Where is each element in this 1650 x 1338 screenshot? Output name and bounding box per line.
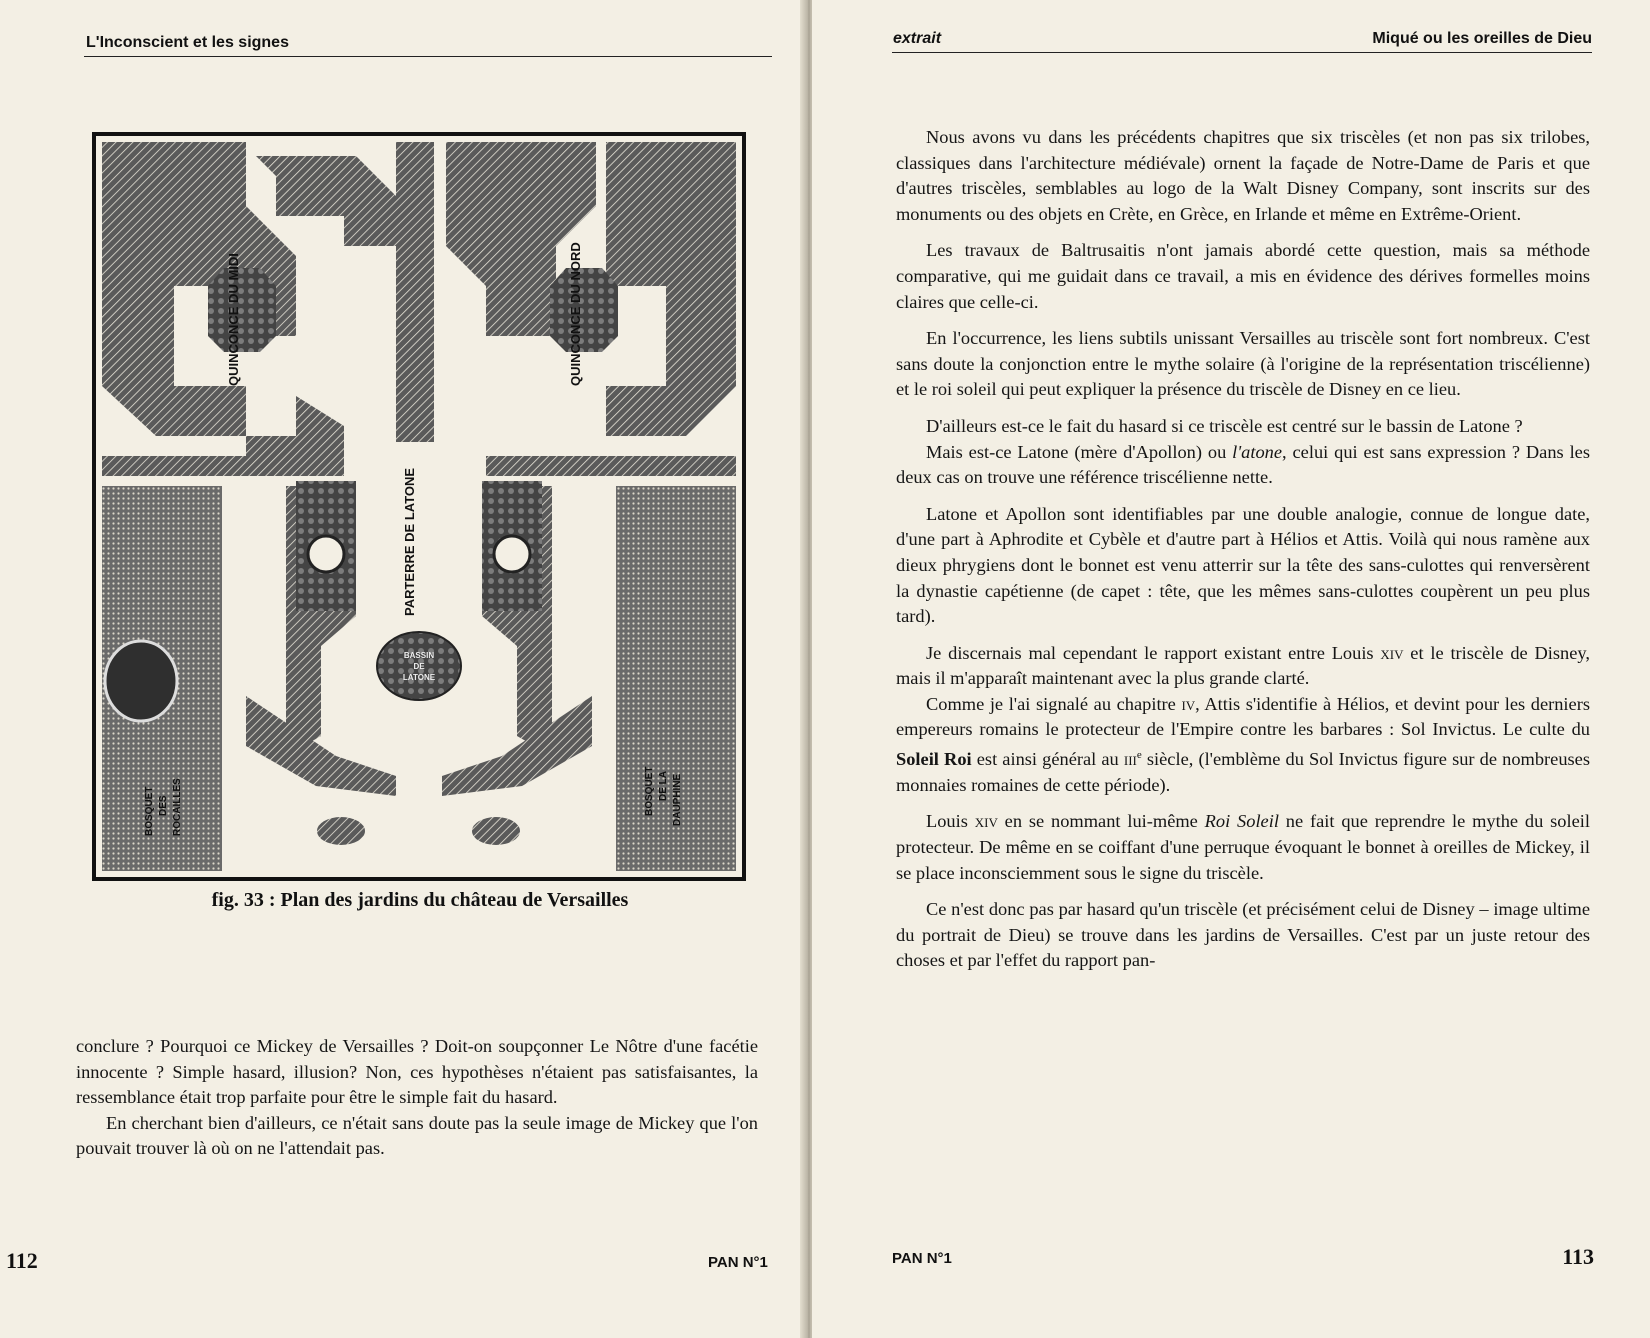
p8-text-a: Comme je l'ai signalé au chapitre [926, 693, 1182, 714]
left-paragraph-1: conclure ? Pourquoi ce Mickey de Versailles ? Doit-on soupçonner Le Nôtre d'une facétie innocente ? Simple hasard, illusion? Non, ces hypothèses n'étaient pas satisfaisantes, la ressemblance était trop parfaite pour être le simple fait du hasard. [76, 1036, 758, 1108]
quinconce-nord-octagon [550, 268, 618, 352]
p8-bold: Soleil Roi [896, 749, 972, 770]
garden-plan-drawing [96, 136, 742, 877]
p8-superscript: e [1136, 749, 1142, 762]
p9-italic: Roi Soleil [1204, 811, 1279, 832]
right-paragraph-8 [896, 692, 1590, 799]
p8-century-numeral: iii [1123, 749, 1137, 770]
right-header-rule [892, 52, 1592, 53]
right-paragraph-4: D'ailleurs est-ce le fait du hasard si ce triscèle est centré sur le bassin de Latone ? [926, 415, 1523, 436]
right-body-text [896, 125, 1590, 974]
p7-text-b: et le triscèle de Disney, mais il m'apparaît maintenant avec la plus grande clarté. [896, 642, 1590, 689]
right-paragraph-10: Ce n'est donc pas par hasard qu'un triscèle (et précisément celui de Disney – image ultime du portrait de Dieu) se trouve dans les jardins de Versailles. C'est par un juste retour des choses et par l'effet du rapport pan- [896, 899, 1590, 971]
left-page [0, 0, 806, 1338]
right-running-head: Miqué ou les oreilles de Dieu [1372, 30, 1592, 47]
p5-text-a: Mais est-ce Latone (mère d'Apollon) ou [926, 441, 1233, 462]
label-bosquet-dauphine-1: BOSQUET [644, 766, 655, 816]
central-allee [396, 142, 434, 442]
label-bosquet-rocailles-1: BOSQUET [144, 786, 155, 836]
left-running-head: L'Inconscient et les signes [86, 34, 289, 51]
p7-text-a: Je discernais mal cependant le rapport existant entre Louis [926, 642, 1381, 663]
right-paragraph-6: Latone et Apollon sont identifiables par une double analogie, connue de longue date, d'une part à Aphrodite et Cybèle et d'autre part à Hélios et Attis. Voilà qui nous ramène aux dieux phrygiens dont le bonnet est venu atterrir sur la tête des sans-culottes qui renversèrent la dynastie capétienne (de capet : tête, que les mêmes sans-culottes coupèrent un peu plus tard). [896, 503, 1590, 627]
p5-italic: l'atone [1232, 441, 1283, 462]
figure-caption: fig. 33 : Plan des jardins du château de Versailles [211, 889, 629, 911]
p8-text-c: est ainsi général au [971, 749, 1124, 770]
left-paragraph-2: En cherchant bien d'ailleurs, ce n'était sans doute pas la seule image de Mickey que l'on pouvait trouver là où on ne l'attendait pas. [76, 1112, 758, 1159]
right-journal-name: PAN N°1 [892, 1250, 952, 1267]
right-paragraph-9 [896, 809, 1590, 886]
p8-chapter-numeral: iv [1181, 693, 1196, 714]
left-journal-name: PAN N°1 [708, 1254, 768, 1271]
right-section-label: extrait [893, 30, 942, 47]
right-paragraph-7 [896, 641, 1590, 692]
p9-roman-numeral: xiv [974, 811, 998, 832]
p8-text-b: , Attis s'identifie à Hélios, et devint pour les derniers empereurs romains le protecteur de l'Empire contre les barbares : Sol Invictus. Le culte du [896, 693, 1590, 740]
label-bosquet-dauphine-2: DE LA [658, 771, 669, 801]
label-bosquet-rocailles-3: ROCAILLES [172, 778, 183, 836]
label-quinconce-nord: QUINCONCE DU NORD [568, 242, 583, 386]
label-bassin-3: LATONE [402, 673, 436, 682]
right-folio: 113 [1562, 1244, 1594, 1269]
p7-roman-numeral: xiv [1380, 642, 1404, 663]
p9-text-b: en se nommant lui-même [997, 811, 1205, 832]
label-quinconce-midi: QUINCONCE DU MIDI [226, 253, 241, 386]
quinconce-midi-octagon [208, 268, 276, 352]
right-paragraph-5 [896, 440, 1590, 491]
left-folio: 112 [6, 1248, 38, 1273]
versailles-garden-plan [92, 132, 746, 881]
right-paragraph-3: En l'occurrence, les liens subtils unissant Versailles au triscèle sont fort nombreux. C'est sans doute la conjonction entre le mythe solaire (à l'origine de la représentation triscélienne) et le roi soleil qui peut expliquer la présence du triscèle de Disney en ce lieu. [896, 328, 1590, 400]
label-bosquet-rocailles-2: DES [158, 795, 169, 816]
right-paragraph-2: Les travaux de Baltrusaitis n'ont jamais abordé cette question, mais sa méthode comparative, qui me guidait dans ce travail, a mis en évidence des dérives formelles moins claires que celle-ci. [896, 240, 1590, 312]
label-bassin-1: BASSIN [403, 651, 435, 660]
p9-text-a: Louis [926, 811, 975, 832]
left-body-text [76, 1034, 758, 1162]
right-paragraph-1: Nous avons vu dans les précédents chapitres que six triscèles (et non pas six trilobes, classiques dans l'architecture médiévale) ornent la façade de Notre-Dame de Paris et que d'autres triscèles, semblables au logo de la Walt Disney Company, sont inscrits sur des monuments ou des objets en Crète, en Grèce, en Irlande et même en Extrême-Orient. [896, 127, 1590, 224]
right-page [812, 0, 1650, 1338]
label-bosquet-dauphine-3: DAUPHINE [672, 773, 683, 826]
label-bassin-2: DE [413, 662, 425, 671]
p5-text-b: , celui qui est sans expression ? Dans les deux cas on trouve une référence triscélienne nette. [896, 441, 1590, 488]
p9-text-c: ne fait que reprendre le mythe du soleil protecteur. De même en se coiffant d'une perruque évoquant le bonnet à oreilles de Mickey, il se place inconsciemment sous le signe du triscèle. [896, 811, 1590, 883]
left-header-rule [84, 56, 772, 57]
label-parterre-de-latone: PARTERRE DE LATONE [402, 467, 417, 616]
p8-text-d: siècle, (l'emblème du Sol Invictus figure sur de nombreuses monnaies romaines de cette période). [896, 749, 1590, 795]
